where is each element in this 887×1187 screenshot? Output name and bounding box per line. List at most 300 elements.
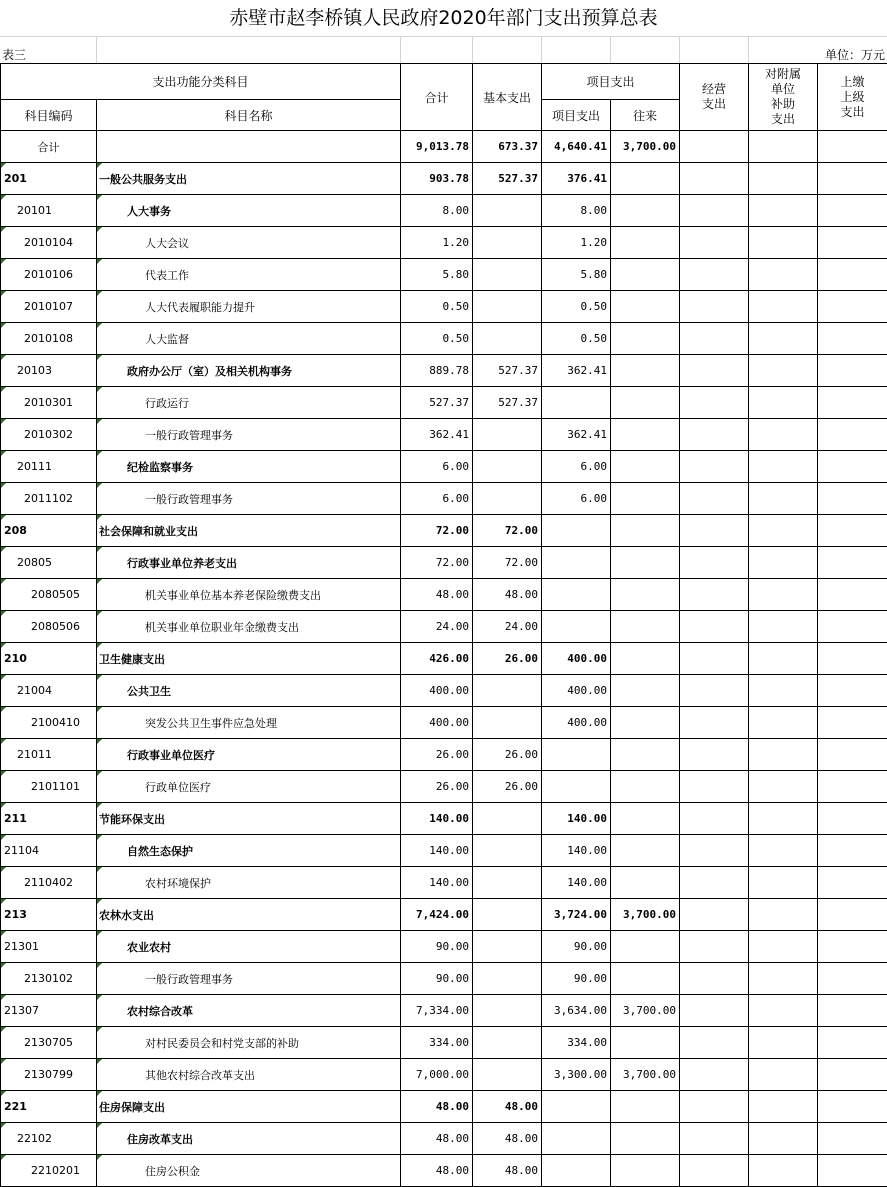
total-cell: 7,000.00 [401,1059,473,1091]
basic-cell: 48.00 [473,1155,542,1187]
code-cell: 2080505 [1,579,97,611]
code-cell: 21307 [1,995,97,1027]
transfer-cell [611,771,680,803]
code-cell: 208 [1,515,97,547]
transfer-cell [611,323,680,355]
code-cell: 20805 [1,547,97,579]
page-title: 赤壁市赵李桥镇人民政府2020年部门支出预算总表 [0,0,887,37]
affiliated-cell [749,355,818,387]
affiliated-cell [749,323,818,355]
transfer-cell [611,803,680,835]
header-basic: 基本支出 [473,64,542,131]
affiliated-cell [749,1027,818,1059]
basic-cell [473,995,542,1027]
name-cell: 住房保障支出 [97,1091,401,1123]
name-cell: 纪检监察事务 [97,451,401,483]
table-row [1,835,887,867]
name-cell: 人大会议 [97,227,401,259]
total-cell: 400.00 [401,675,473,707]
remit-cell [818,419,887,451]
project-cell: 400.00 [542,707,611,739]
total-cell: 362.41 [401,419,473,451]
code-cell: 2130102 [1,963,97,995]
affiliated-cell [749,1123,818,1155]
transfer-cell [611,931,680,963]
basic-cell [473,899,542,931]
transfer-cell [611,259,680,291]
project-cell [542,547,611,579]
table-row [1,419,887,451]
table-row [1,227,887,259]
table-row [1,163,887,195]
transfer-cell [611,611,680,643]
affiliated-cell [749,1091,818,1123]
remit-cell [818,451,887,483]
operating-cell [680,323,749,355]
transfer-cell [611,483,680,515]
basic-cell [473,867,542,899]
name-cell: 对村民委员会和村党支部的补助 [97,1027,401,1059]
name-cell: 农林水支出 [97,899,401,931]
name-cell: 住房公积金 [97,1155,401,1187]
operating-cell [680,291,749,323]
operating-cell [680,227,749,259]
total-cell: 0.50 [401,291,473,323]
affiliated-cell [749,419,818,451]
total-cell: 334.00 [401,1027,473,1059]
project-cell: 140.00 [542,803,611,835]
basic-cell [473,1059,542,1091]
operating-cell [680,451,749,483]
total-cell: 90.00 [401,931,473,963]
total-cell: 7,424.00 [401,899,473,931]
operating-cell [680,803,749,835]
table-row [1,387,887,419]
remit-cell [818,515,887,547]
affiliated-cell [749,643,818,675]
table-row [1,1155,887,1187]
basic-cell [473,227,542,259]
name-cell: 卫生健康支出 [97,643,401,675]
total-cell: 6.00 [401,451,473,483]
total-cell: 1.20 [401,227,473,259]
transfer-cell [611,419,680,451]
operating-cell [680,131,749,163]
project-cell: 362.41 [542,355,611,387]
project-cell: 376.41 [542,163,611,195]
basic-cell: 527.37 [473,163,542,195]
basic-cell [473,451,542,483]
table-row [1,867,887,899]
project-cell: 3,634.00 [542,995,611,1027]
name-cell: 农村综合改革 [97,995,401,1027]
code-cell: 22102 [1,1123,97,1155]
affiliated-cell [749,867,818,899]
code-cell: 221 [1,1091,97,1123]
operating-cell [680,643,749,675]
total-cell: 140.00 [401,867,473,899]
code-cell: 2130705 [1,1027,97,1059]
transfer-cell [611,739,680,771]
remit-cell [818,1155,887,1187]
operating-cell [680,931,749,963]
name-cell [97,131,401,163]
operating-cell [680,1059,749,1091]
operating-cell [680,611,749,643]
project-cell: 1.20 [542,227,611,259]
affiliated-cell [749,995,818,1027]
grid-line [610,36,611,63]
project-cell: 140.00 [542,867,611,899]
table-label: 表三 [2,46,26,63]
remit-cell [818,867,887,899]
code-cell: 210 [1,643,97,675]
name-cell: 行政单位医疗 [97,771,401,803]
total-cell: 26.00 [401,771,473,803]
table-row [1,1059,887,1091]
transfer-cell [611,963,680,995]
basic-cell [473,323,542,355]
transfer-cell [611,1027,680,1059]
project-cell: 334.00 [542,1027,611,1059]
project-cell: 400.00 [542,643,611,675]
header-category: 支出功能分类科目 [1,64,401,100]
basic-cell [473,291,542,323]
operating-cell [680,579,749,611]
transfer-cell: 3,700.00 [611,995,680,1027]
name-cell: 行政事业单位医疗 [97,739,401,771]
affiliated-cell [749,707,818,739]
name-cell: 人大监督 [97,323,401,355]
basic-cell: 527.37 [473,355,542,387]
transfer-cell: 3,700.00 [611,131,680,163]
operating-cell [680,515,749,547]
table-row [1,355,887,387]
remit-cell [818,835,887,867]
remit-cell [818,931,887,963]
remit-cell [818,995,887,1027]
project-cell: 0.50 [542,291,611,323]
affiliated-cell [749,739,818,771]
name-cell: 行政运行 [97,387,401,419]
header-code: 科目编码 [1,100,97,131]
table-row [1,963,887,995]
unit-label: 单位：万元 [825,46,885,63]
name-cell: 机关事业单位职业年金缴费支出 [97,611,401,643]
code-cell: 20101 [1,195,97,227]
basic-cell: 26.00 [473,643,542,675]
affiliated-cell [749,771,818,803]
affiliated-cell [749,483,818,515]
basic-cell [473,803,542,835]
project-cell [542,1123,611,1155]
table-row [1,323,887,355]
project-cell [542,1155,611,1187]
basic-cell: 26.00 [473,739,542,771]
table-row [1,1123,887,1155]
project-cell [542,387,611,419]
basic-cell [473,195,542,227]
transfer-cell [611,867,680,899]
operating-cell [680,995,749,1027]
total-cell: 140.00 [401,803,473,835]
basic-cell: 48.00 [473,1123,542,1155]
table-row [1,739,887,771]
total-cell: 400.00 [401,707,473,739]
operating-cell [680,1123,749,1155]
code-cell: 21004 [1,675,97,707]
total-cell: 527.37 [401,387,473,419]
basic-cell [473,675,542,707]
transfer-cell: 3,700.00 [611,899,680,931]
affiliated-cell [749,1155,818,1187]
table-row [1,515,887,547]
name-cell: 住房改革支出 [97,1123,401,1155]
basic-cell [473,1027,542,1059]
table-row [1,771,887,803]
total-cell: 26.00 [401,739,473,771]
remit-cell [818,963,887,995]
header-name: 科目名称 [97,100,401,131]
name-cell: 其他农村综合改革支出 [97,1059,401,1091]
operating-cell [680,387,749,419]
project-cell [542,739,611,771]
operating-cell [680,483,749,515]
total-cell: 7,334.00 [401,995,473,1027]
transfer-cell [611,675,680,707]
project-cell [542,771,611,803]
project-cell [542,515,611,547]
code-cell: 21011 [1,739,97,771]
remit-cell [818,803,887,835]
table-row [1,643,887,675]
name-cell: 一般公共服务支出 [97,163,401,195]
transfer-cell [611,579,680,611]
code-cell: 2010104 [1,227,97,259]
grid-line [748,36,749,63]
project-cell [542,1091,611,1123]
code-cell: 2010302 [1,419,97,451]
name-cell: 农业农村 [97,931,401,963]
total-cell: 48.00 [401,579,473,611]
affiliated-cell [749,259,818,291]
remit-cell [818,771,887,803]
operating-cell [680,195,749,227]
total-cell: 5.80 [401,259,473,291]
operating-cell [680,355,749,387]
operating-cell [680,963,749,995]
table-row [1,611,887,643]
table-row [1,803,887,835]
project-cell: 8.00 [542,195,611,227]
table-row [1,259,887,291]
code-cell: 2080506 [1,611,97,643]
basic-cell [473,835,542,867]
project-cell: 6.00 [542,483,611,515]
header-project: 项目支出 [542,100,611,131]
name-cell: 人大代表履职能力提升 [97,291,401,323]
project-cell: 140.00 [542,835,611,867]
transfer-cell [611,291,680,323]
grid-line [679,36,680,63]
remit-cell [818,1091,887,1123]
basic-cell [473,259,542,291]
code-cell: 213 [1,899,97,931]
operating-cell [680,1155,749,1187]
code-cell: 20111 [1,451,97,483]
code-cell: 21301 [1,931,97,963]
operating-cell [680,771,749,803]
affiliated-cell [749,611,818,643]
remit-cell [818,227,887,259]
project-cell [542,611,611,643]
grid-line [96,36,97,63]
project-cell: 3,724.00 [542,899,611,931]
project-cell: 362.41 [542,419,611,451]
name-cell: 人大事务 [97,195,401,227]
transfer-cell [611,355,680,387]
remit-cell [818,1059,887,1091]
grid-line [541,36,542,63]
remit-cell [818,675,887,707]
remit-cell [818,131,887,163]
basic-cell [473,707,542,739]
project-cell: 400.00 [542,675,611,707]
budget-table [0,63,887,1187]
basic-cell: 673.37 [473,131,542,163]
transfer-cell [611,515,680,547]
table-row [1,483,887,515]
basic-cell [473,483,542,515]
affiliated-cell [749,579,818,611]
code-cell: 2101101 [1,771,97,803]
code-cell: 2010107 [1,291,97,323]
total-cell: 48.00 [401,1123,473,1155]
total-cell: 90.00 [401,963,473,995]
code-cell: 2011102 [1,483,97,515]
header-project-group: 项目支出 [542,64,680,100]
total-cell: 903.78 [401,163,473,195]
table-row [1,995,887,1027]
total-cell: 24.00 [401,611,473,643]
project-cell: 90.00 [542,963,611,995]
project-cell: 0.50 [542,323,611,355]
total-cell: 889.78 [401,355,473,387]
remit-cell [818,163,887,195]
total-cell: 9,013.78 [401,131,473,163]
table-row [1,899,887,931]
code-cell: 2010301 [1,387,97,419]
grid-line [400,36,401,63]
total-cell: 140.00 [401,835,473,867]
total-cell: 426.00 [401,643,473,675]
affiliated-cell [749,387,818,419]
transfer-cell [611,227,680,259]
name-cell: 一般行政管理事务 [97,419,401,451]
name-cell: 一般行政管理事务 [97,483,401,515]
header-remit: 上缴 上级 支出 [818,64,887,131]
name-cell: 突发公共卫生事件应急处理 [97,707,401,739]
affiliated-cell [749,163,818,195]
project-cell [542,579,611,611]
remit-cell [818,643,887,675]
remit-cell [818,483,887,515]
operating-cell [680,739,749,771]
affiliated-cell [749,227,818,259]
transfer-cell [611,707,680,739]
affiliated-cell [749,291,818,323]
affiliated-cell [749,675,818,707]
code-cell: 2210201 [1,1155,97,1187]
affiliated-cell [749,515,818,547]
name-cell: 社会保障和就业支出 [97,515,401,547]
table-row [1,707,887,739]
basic-cell: 48.00 [473,1091,542,1123]
affiliated-cell [749,899,818,931]
transfer-cell [611,1091,680,1123]
transfer-cell [611,1123,680,1155]
operating-cell [680,547,749,579]
name-cell: 一般行政管理事务 [97,963,401,995]
code-cell: 2010108 [1,323,97,355]
remit-cell [818,611,887,643]
transfer-cell [611,195,680,227]
name-cell: 自然生态保护 [97,835,401,867]
total-cell: 48.00 [401,1091,473,1123]
project-cell: 90.00 [542,931,611,963]
sub-header-row [0,36,887,63]
remit-cell [818,355,887,387]
header-affiliated: 对附属 单位 补助 支出 [749,64,818,131]
affiliated-cell [749,195,818,227]
operating-cell [680,707,749,739]
affiliated-cell [749,835,818,867]
affiliated-cell [749,547,818,579]
transfer-cell [611,1155,680,1187]
transfer-cell [611,835,680,867]
table-row [1,547,887,579]
code-cell: 20103 [1,355,97,387]
affiliated-cell [749,451,818,483]
basic-cell [473,963,542,995]
name-cell: 公共卫生 [97,675,401,707]
remit-cell [818,323,887,355]
total-cell: 72.00 [401,515,473,547]
code-cell: 21104 [1,835,97,867]
basic-cell: 527.37 [473,387,542,419]
transfer-cell [611,451,680,483]
header-operating: 经营 支出 [680,64,749,131]
code-cell: 2010106 [1,259,97,291]
project-cell: 5.80 [542,259,611,291]
operating-cell [680,867,749,899]
total-cell: 0.50 [401,323,473,355]
transfer-cell [611,163,680,195]
name-cell: 农村环境保护 [97,867,401,899]
remit-cell [818,195,887,227]
table-row [1,579,887,611]
basic-cell: 24.00 [473,611,542,643]
table-row [1,1091,887,1123]
remit-cell [818,259,887,291]
affiliated-cell [749,931,818,963]
basic-cell: 72.00 [473,515,542,547]
total-cell: 8.00 [401,195,473,227]
table-row [1,291,887,323]
basic-cell: 72.00 [473,547,542,579]
operating-cell [680,675,749,707]
affiliated-cell [749,131,818,163]
